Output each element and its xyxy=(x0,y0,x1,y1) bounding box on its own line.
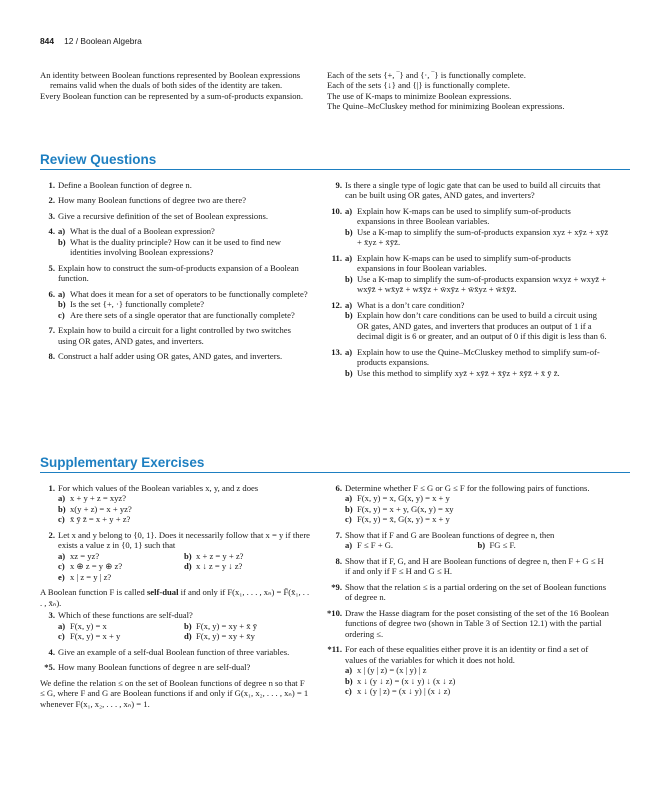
exercise-number: 3. xyxy=(48,210,55,221)
exercise-part xyxy=(58,289,310,299)
exercise-part xyxy=(345,665,610,675)
exercise-number: 12. xyxy=(331,299,342,310)
summary-item: Every Boolean function can be represented by a sum-of-products expansion. xyxy=(40,90,303,101)
exercise xyxy=(327,644,610,696)
part-label: c) xyxy=(345,686,352,697)
exercise xyxy=(40,483,310,525)
exercise xyxy=(40,351,310,361)
exercise-part-row xyxy=(58,561,310,571)
part-label: b) xyxy=(345,367,353,378)
running-title: 12 / Boolean Algebra xyxy=(64,36,142,46)
supplementary-right-column xyxy=(327,483,610,702)
exercise-part xyxy=(345,300,610,310)
part-label: c) xyxy=(345,514,352,525)
exercise-number: 2. xyxy=(48,529,55,540)
exercise-part xyxy=(184,621,310,631)
part-label: a) xyxy=(58,288,66,299)
exercise-part xyxy=(184,631,310,641)
exercise-part-row xyxy=(58,631,310,641)
part-label: a) xyxy=(345,665,353,676)
exercise-part xyxy=(58,504,310,514)
part-text: x ⊕ z = y ⊕ z? xyxy=(70,561,123,572)
definition-text: A Boolean function F is called xyxy=(40,587,147,598)
exercise-part xyxy=(58,561,184,571)
part-label: a) xyxy=(345,493,353,504)
exercise-number: 7. xyxy=(48,325,55,336)
exercise xyxy=(40,263,310,284)
exercise-part xyxy=(58,572,184,582)
part-label: b) xyxy=(58,503,66,514)
part-text: Use a K-map to simplify the sum-of-products expansion xyz + xȳz + xȳz̄ + x̄yz + x̄ȳz̄. xyxy=(357,226,609,248)
exercise-part xyxy=(58,551,184,561)
part-text: x + y + z = xyz? xyxy=(70,493,127,504)
part-text: What is the duality principle? How can it be used to find new identities involving Boolean expressions? xyxy=(70,236,281,258)
exercise xyxy=(327,206,610,248)
exercise-text: For which values of the Boolean variables x, y, and z does xyxy=(58,483,259,493)
part-label: a) xyxy=(58,226,66,237)
exercise-part xyxy=(184,561,310,571)
exercise xyxy=(40,610,310,641)
exercise-part-row xyxy=(58,621,310,631)
review-left-column xyxy=(40,180,310,367)
part-label: a) xyxy=(58,550,66,561)
part-label: b) xyxy=(345,273,353,284)
exercise-part xyxy=(184,551,310,561)
exercise-number: 9. xyxy=(335,180,342,190)
exercise-number: 3. xyxy=(48,610,55,621)
review-section-header xyxy=(40,152,630,170)
part-text: F(x, y) = xy + x̄y xyxy=(196,631,255,642)
exercise xyxy=(40,530,310,582)
exercise-text: Which of these functions are self-dual? xyxy=(58,610,193,621)
defined-term: self-dual xyxy=(146,587,179,598)
part-label: c) xyxy=(58,309,65,320)
part-text: What is a don’t care condition? xyxy=(357,299,465,310)
part-label: b) xyxy=(345,310,353,321)
part-text: x ↓ (y ↓ z) = (x ↓ y) ↓ (x ↓ z) xyxy=(357,675,456,686)
part-text: Explain how to use the Quine–McCluskey method to simplify sum-of-products expansions. xyxy=(357,346,600,368)
exercise-number: *10. xyxy=(327,607,343,618)
exercise xyxy=(327,608,610,639)
exercise-part-row xyxy=(345,540,610,550)
exercise xyxy=(40,226,310,257)
part-label: e) xyxy=(58,571,65,582)
section-title: Review Questions xyxy=(40,152,630,170)
exercise-text: Give an example of a self-dual Boolean function of three variables. xyxy=(58,646,290,657)
exercise-text: Show that if F, G, and H are Boolean functions of degree n, then F + G ≤ H if and only if F ≤ H and G ≤ H. xyxy=(345,555,604,577)
exercise xyxy=(327,347,610,378)
exercise-part xyxy=(345,686,610,696)
part-label: a) xyxy=(345,205,353,216)
part-text: Are there sets of a single operator that are functionally complete? xyxy=(70,309,295,320)
exercise xyxy=(40,289,310,320)
exercise xyxy=(40,180,310,190)
exercise-text: Show that the relation ≤ is a partial ordering on the set of Boolean functions of degree n. xyxy=(345,581,607,603)
supplementary-left-column xyxy=(40,483,310,711)
part-text: Use a K-map to simplify the sum-of-products expansion wxyz + wxyz̄ + wxȳz̄ + wx̄yz̄ + wx̄ȳz + w̄xȳz + w̄x̄yz + w̄x̄ȳz̄. xyxy=(357,273,607,295)
running-header xyxy=(40,36,142,47)
part-text: x̄ ȳ z̄ = x + y + z? xyxy=(70,514,131,525)
exercise-part xyxy=(345,368,610,378)
exercise-number: 4. xyxy=(48,646,55,657)
part-label: b) xyxy=(184,620,192,631)
exercise xyxy=(40,211,310,221)
part-text: F(x, y) = x xyxy=(70,620,107,631)
exercise-part xyxy=(345,676,610,686)
definition-text: if and only if F(x₁, . . . , xₙ) = F̄(x̄₁, . . . , x̄ₙ). xyxy=(40,587,310,608)
exercise-text: For each of these equalities either prove it is an identity or find a set of values of the variables for which it does not hold. xyxy=(345,644,589,665)
part-text: x + z = y + z? xyxy=(196,550,244,561)
exercise-text: Give a recursive definition of the set of Boolean expressions. xyxy=(58,210,269,221)
part-text: What is the dual of a Boolean expression? xyxy=(70,226,215,237)
part-label: a) xyxy=(58,493,66,504)
exercise-text: How many Boolean functions of degree two are there? xyxy=(58,195,247,206)
part-label: a) xyxy=(345,540,353,551)
exercise-part xyxy=(58,631,184,641)
part-label: c) xyxy=(58,561,65,572)
exercise-part xyxy=(345,206,610,227)
part-label: b) xyxy=(184,550,192,561)
part-text: F(x, y) = x + y xyxy=(70,631,121,642)
review-right-column xyxy=(327,180,610,383)
part-text: F(x, y) = x + y, G(x, y) = xy xyxy=(357,503,454,514)
exercise-part xyxy=(345,493,610,503)
part-label: c) xyxy=(58,631,65,642)
part-label: a) xyxy=(345,252,353,263)
part-label: b) xyxy=(345,503,353,514)
summary-item: The Quine–McCluskey method for minimizing Boolean expressions. xyxy=(327,101,565,112)
exercise-number: 8. xyxy=(48,351,55,362)
part-text: xz = yz? xyxy=(70,550,100,561)
exercise-number: 4. xyxy=(48,226,55,237)
part-text: x ↓ (y | z) = (x ↓ y) | (x ↓ z) xyxy=(357,686,451,697)
exercise-number: *9. xyxy=(331,581,342,592)
exercise xyxy=(40,195,310,205)
definition-paragraph: We define the relation ≤ on the set of Boolean functions of degree n so that F ≤ G, where F and G are Boolean functions if and only if G(x₁, x₂, . . . , xₙ) = 1 whenever F(x₁, x₂, . . . , xₙ) = 1. xyxy=(40,677,309,709)
exercise-part xyxy=(345,227,610,248)
part-text: Explain how don’t care conditions can be used to build a circuit using OR gates, AND gates, and inverters that produces an output of 1 if a decimal digit is 6 or greater, and an output of 0 if this digit is less than 6. xyxy=(357,310,607,342)
exercise-number: 13. xyxy=(331,346,342,357)
exercise xyxy=(327,253,610,295)
exercise-text: Construct a half adder using OR gates, AND gates, and inverters. xyxy=(58,351,283,362)
part-text: What does it mean for a set of operators to be functionally complete? xyxy=(70,288,308,299)
part-label: b) xyxy=(345,226,353,237)
exercise-part xyxy=(58,310,310,320)
exercise-text: Let x and y belong to {0, 1}. Does it necessarily follow that x = y if there exists a value z in {0, 1} such that xyxy=(58,529,310,551)
exercise-text: Draw the Hasse diagram for the poset consisting of the set of the 16 Boolean functions of degree two (shown in Table 3 of Section 12.1) with the partial ordering ≤. xyxy=(345,607,609,639)
exercise xyxy=(40,647,310,657)
exercise xyxy=(327,582,610,603)
exercise-part xyxy=(58,299,310,309)
page-number: 844 xyxy=(40,36,54,46)
exercise-number: 5. xyxy=(48,262,55,273)
summary-item: Each of the sets {+, ‾} and {·, ‾} is functionally complete. xyxy=(327,70,526,80)
exercise xyxy=(327,530,610,551)
exercise-number: 1. xyxy=(48,180,55,190)
exercise-part xyxy=(58,621,184,631)
exercise-part xyxy=(345,310,610,341)
exercise-part xyxy=(478,540,611,550)
exercise-text: Show that if F and G are Boolean functions of degree n, then xyxy=(345,529,555,540)
part-text: Is the set {+, ·} functionally complete? xyxy=(70,299,205,310)
exercise-part xyxy=(345,540,478,550)
part-label: a) xyxy=(345,346,353,357)
exercise-number: *5. xyxy=(44,662,55,673)
exercise-part xyxy=(345,347,610,368)
summary-item: Each of the sets {↓} and {|} is functionally complete. xyxy=(327,80,510,91)
exercise-text: Is there a single type of logic gate that can be used to build all circuits that can be built using OR gates, AND gates, and inverters? xyxy=(345,180,601,201)
part-text: FG ≤ F. xyxy=(489,540,516,551)
exercise-number: 11. xyxy=(331,252,342,263)
exercise-number: 1. xyxy=(48,483,55,493)
exercise-part xyxy=(58,514,310,524)
exercise xyxy=(327,300,610,342)
exercise-part xyxy=(58,493,310,503)
exercise-text: Determine whether F ≤ G or G ≤ F for the following pairs of functions. xyxy=(345,483,590,493)
exercise-part xyxy=(345,504,610,514)
exercise xyxy=(327,483,610,525)
exercise-text: How many Boolean functions of degree n are self-dual? xyxy=(58,662,251,673)
summary-right xyxy=(327,70,610,112)
summary-item: The use of K-maps to minimize Boolean expressions. xyxy=(327,90,512,101)
exercise xyxy=(40,325,310,346)
exercise-text: Explain how to build a circuit for a light controlled by two switches using OR gates, AND gates, and inverters. xyxy=(58,325,291,346)
part-label: d) xyxy=(184,631,192,642)
exercise-number: 8. xyxy=(335,555,342,566)
exercise-part-row xyxy=(58,572,310,582)
part-label: d) xyxy=(184,561,192,572)
exercise-text: Explain how to construct the sum-of-products expansion of a Boolean function. xyxy=(58,262,299,284)
exercise-part xyxy=(345,253,610,274)
summary-item: An identity between Boolean functions represented by Boolean expressions remains valid when the duals of both sides of the identity are taken. xyxy=(40,70,301,91)
definition-paragraph xyxy=(40,587,310,608)
part-text: x | (y | z) = (x | y) | z xyxy=(357,665,427,676)
part-text: x ↓ z = y ↓ z? xyxy=(196,561,243,572)
exercise xyxy=(40,662,310,672)
exercise-number: 2. xyxy=(48,195,55,206)
exercise xyxy=(327,556,610,577)
section-title: Supplementary Exercises xyxy=(40,455,630,473)
exercise-part-row xyxy=(58,551,310,561)
part-text: F(x, y) = xy + x̄ ȳ xyxy=(196,620,258,631)
part-label: a) xyxy=(58,620,66,631)
part-text: Use this method to simplify xyz̄ + xȳz̄ + x̄ȳz + x̄ȳz̄ + x̄ ȳ z̄. xyxy=(357,367,560,378)
supplementary-section-header xyxy=(40,455,630,473)
part-text: x(y + z) = x + yz? xyxy=(70,503,132,514)
part-label: b) xyxy=(345,675,353,686)
exercise-part xyxy=(345,514,610,524)
part-text: Explain how K-maps can be used to simplify sum-of-products expansions in four Boolean variables. xyxy=(357,252,571,274)
exercise-number: 7. xyxy=(335,529,342,540)
exercise-part xyxy=(58,226,310,236)
exercise-number: *11. xyxy=(327,644,342,655)
part-text: F(x, y) = x, G(x, y) = x + y xyxy=(357,493,450,504)
exercise-part xyxy=(58,237,310,258)
part-text: F ≤ F + G. xyxy=(357,540,394,551)
part-text: Explain how K-maps can be used to simplify sum-of-products expansions in three Boolean variables. xyxy=(357,205,571,227)
part-label: c) xyxy=(58,514,65,525)
part-label: b) xyxy=(477,540,486,551)
part-text: F(x, y) = x̄, G(x, y) = x + y xyxy=(357,514,450,525)
part-label: a) xyxy=(345,299,353,310)
summary-left xyxy=(40,70,310,101)
exercise-text: Define a Boolean function of degree n. xyxy=(58,180,192,190)
exercise xyxy=(327,180,610,201)
part-text: x | z = y | z? xyxy=(70,571,112,582)
exercise-number: 6. xyxy=(335,483,342,493)
exercise-number: 6. xyxy=(48,288,55,299)
exercise-part xyxy=(345,274,610,295)
part-label: b) xyxy=(58,299,66,310)
exercise-number: 10. xyxy=(331,205,342,216)
part-label: b) xyxy=(58,236,66,247)
